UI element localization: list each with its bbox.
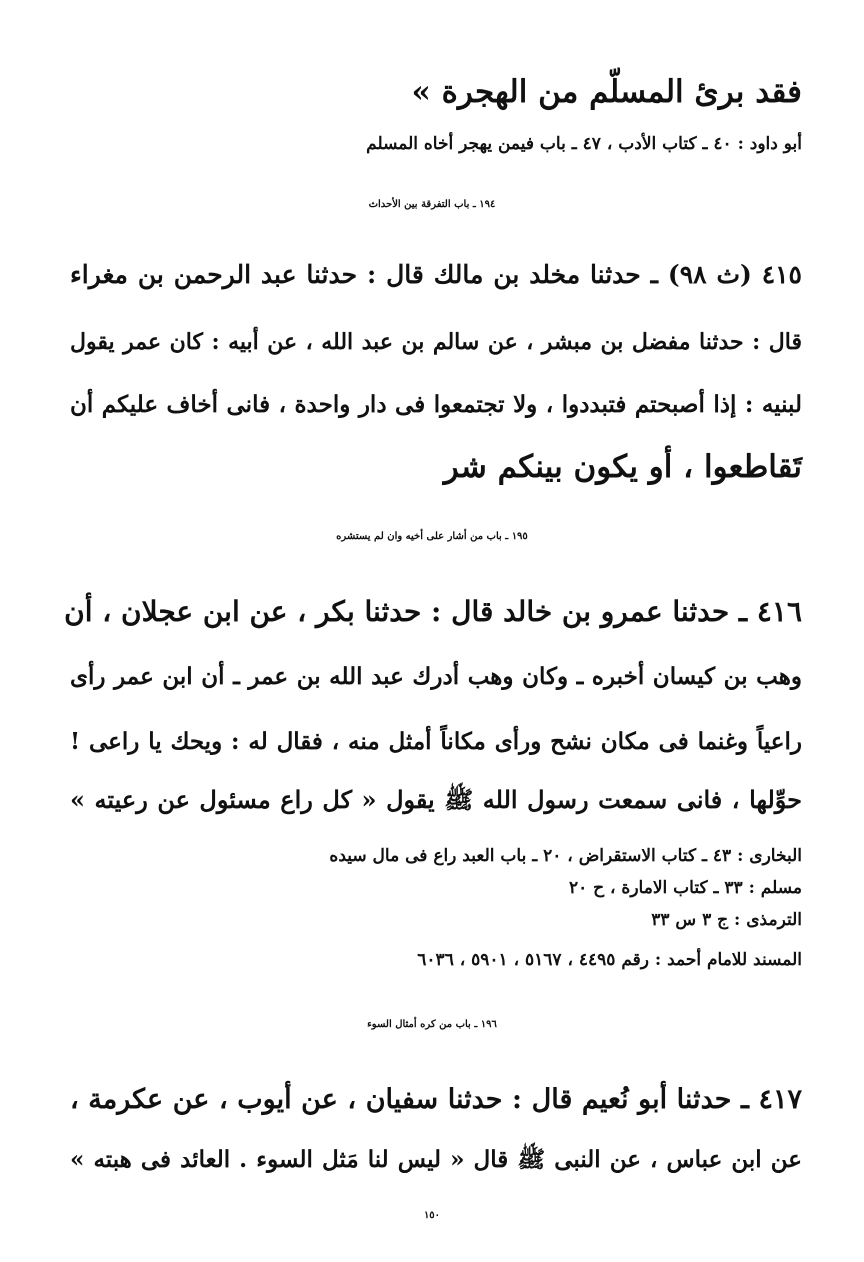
reference-muslim: مسلم : ٣٣ ـ كتاب الامارة ، ح ٢٠ bbox=[568, 878, 802, 898]
hadith-417-start: ٤١٧ ـ حدثنا أبو نُعيم قال : حدثنا سفيان ، عن أيوب ، عن عكرمة ، bbox=[70, 1084, 802, 1115]
chapter-heading-195: ١٩٥ ـ باب من أشار على أخيه وان لم يستشره bbox=[336, 531, 528, 542]
text-line: راعياً وغنما فى مكان نشح ورأى مكاناً أمثل منه ، فقال له : ويحك يا راعى ! bbox=[70, 728, 802, 755]
reference-musnad-ahmad: المسند للامام أحمد : رقم ٤٤٩٥ ، ٥١٦٧ ، ٥٩٠١ ، ٦٠٣٦ bbox=[417, 950, 802, 970]
text-line: قال : حدثنا مفضل بن مبشر ، عن سالم بن عبد الله ، عن أبيه : كان عمر يقول bbox=[70, 329, 802, 355]
text-line: فقد برئ المسلّم من الهجرة » bbox=[411, 74, 802, 110]
chapter-heading-194: ١٩٤ ـ باب التفرقة بين الأحداث bbox=[368, 199, 496, 210]
text-line: تَقاطعوا ، أو يكون بينكم شر bbox=[443, 449, 802, 485]
text-line: حوِّلها ، فانى سمعت رسول الله ﷺ يقول « كل راع مسئول عن رعيته » bbox=[70, 785, 802, 814]
text-line: لبنيه : إذا أصبحتم فتبددوا ، ولا تجتمعوا فى دار واحدة ، فانى أخاف عليكم أن bbox=[70, 391, 802, 418]
hadith-416-start: ٤١٦ ـ حدثنا عمرو بن خالد قال : حدثنا بكر ، عن ابن عجلان ، أن bbox=[64, 595, 802, 628]
text-line: عن ابن عباس ، عن النبى ﷺ قال « ليس لنا مَثل السوء . العائد فى هبته » bbox=[70, 1146, 802, 1173]
page-number: ١٥٠ bbox=[423, 1210, 441, 1221]
hadith-415-start: ٤١٥ (ث ٩٨) ـ حدثنا مخلد بن مالك قال : حدثنا عبد الرحمن بن مغراء bbox=[70, 260, 802, 289]
reference-abu-dawud: أبو داود : ٤٠ ـ كتاب الأدب ، ٤٧ ـ باب فيمن يهجر أخاه المسلم bbox=[366, 134, 802, 154]
reference-bukhari: البخارى : ٤٣ ـ كتاب الاستقراض ، ٢٠ ـ باب العبد راع فى مال سيده bbox=[329, 846, 802, 866]
chapter-heading-196: ١٩٦ ـ باب من كره أمثال السوء bbox=[367, 1019, 497, 1030]
reference-tirmidhi: الترمذى : ج ٣ س ٣٣ bbox=[651, 910, 802, 930]
text-line: وهب بن كيسان أخبره ـ وكان وهب أدرك عبد الله بن عمر ـ أن ابن عمر رأى bbox=[70, 663, 802, 690]
